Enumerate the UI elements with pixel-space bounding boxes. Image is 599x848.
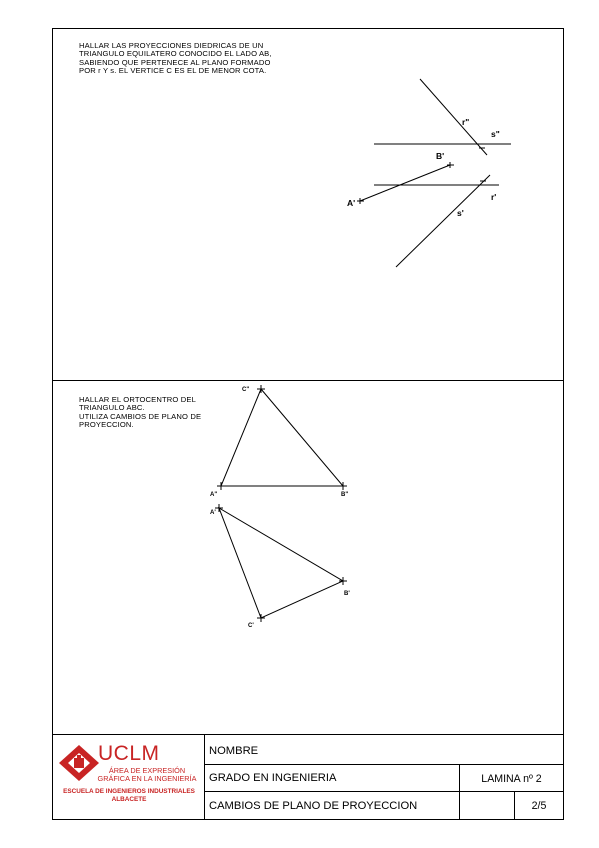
uclm-logo-text: UCLM	[98, 742, 160, 765]
institution-logo-cell	[53, 735, 205, 819]
label-c-prime: C'	[248, 623, 254, 629]
page-number: 2/5	[531, 799, 547, 812]
school-name: ESCUELA DE INGENIEROS INDUSTRIALES ALBACETE	[63, 788, 195, 803]
exercise-2-drawing	[53, 381, 563, 735]
sheet-number: LAMINA nº 2	[481, 772, 542, 785]
segment-a-b-horizontal-projection	[360, 165, 450, 201]
subject-text: CAMBIOS DE PLANO DE PROYECCION	[209, 799, 418, 812]
label-b-double-prime: B"	[341, 492, 349, 498]
name-row	[205, 738, 563, 765]
label-a-prime: A'	[210, 510, 216, 516]
subject-row	[205, 792, 563, 819]
label-b-prime: B'	[344, 591, 350, 597]
title-block	[53, 735, 563, 819]
degree-row	[205, 765, 563, 792]
drawing-sheet	[52, 28, 564, 820]
exercise-2-panel	[53, 381, 563, 735]
sheet-number-cell	[459, 765, 563, 792]
page-number-cell	[514, 792, 563, 819]
label-s-double-prime: s"	[491, 129, 500, 139]
degree-text: GRADO EN INGENIERIA	[209, 772, 337, 784]
line-s-horizontal-projection	[396, 175, 490, 267]
department-name: ÁREA DE EXPRESIÓN GRÁFICA EN LA INGENIERÍA	[97, 766, 197, 784]
label-a-prime: A'	[347, 198, 356, 208]
exercise-1-panel	[53, 29, 563, 381]
blank-cell	[459, 792, 514, 819]
triangle-vertical-projection	[221, 389, 343, 486]
label-r-double-prime: r"	[462, 117, 470, 127]
label-r-prime: r'	[491, 192, 497, 202]
name-label: NOMBRE	[209, 745, 259, 757]
label-s-prime: s'	[457, 208, 464, 218]
label-a-double-prime: A"	[210, 492, 218, 498]
exercise-2-statement: HALLAR EL ORTOCENTRO DEL TRIANGULO ABC. UTILIZA CAMBIOS DE PLANO DE PROYECCION.	[79, 395, 202, 429]
exercise-1-drawing	[53, 29, 563, 381]
triangle-horizontal-projection	[219, 508, 343, 618]
exercise-1-statement: HALLAR LAS PROYECCIONES DIEDRICAS DE UN TRIANGULO EQUILATERO CONOCIDO EL LADO AB, SABIENDO QUE PERTENECE AL PLANO FORMADO POR r Y s. EL VERTICE C ES EL DE MENOR COTA.	[79, 41, 272, 75]
label-b-prime: B'	[436, 151, 445, 161]
label-c-double-prime: C"	[242, 387, 250, 393]
